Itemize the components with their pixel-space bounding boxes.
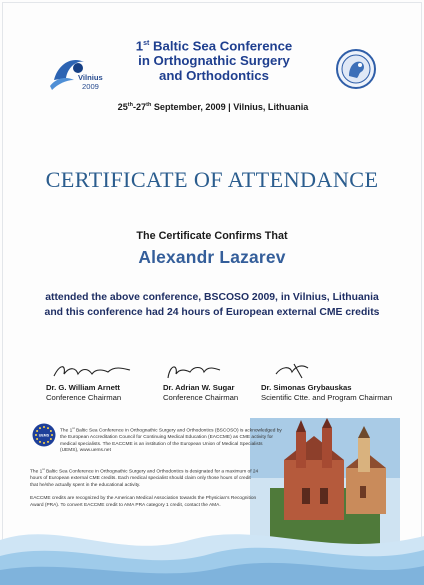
attendance-line1: attended the above conference, BSCOSO 2009, in Vilnius, Lithuania bbox=[45, 292, 379, 303]
seal-icon bbox=[335, 48, 377, 90]
date-start: 25 bbox=[117, 102, 128, 113]
date-rest: September, 2009 | Vilnius, Lithuania bbox=[151, 102, 309, 113]
signature-sugar bbox=[164, 360, 224, 382]
ama-credit-text: EACCME credits are recognized by the American Medical Association towards the Physician's Recognition Award (PRA). To convert EACCME credit to AMA PRA category 1 credit, contact the AMA. bbox=[30, 496, 257, 508]
cme-designation-text bbox=[30, 466, 260, 489]
date-start-suffix: th bbox=[127, 102, 133, 108]
uems-body: Baltic Sea Conference in Orthognathic Surgery and Orthodontics (BSCOSO) is acknowledged by the European Accreditation Council for Continuing Medical Education (EACCME) as CME activity for medical specialists. The EACCME is an institution of the European Union of Medical Specialists (UEMS), www.uems.net bbox=[60, 428, 282, 454]
logo-city: Vilnius bbox=[78, 73, 103, 82]
signatory-3 bbox=[261, 383, 392, 403]
title-ordinal: 1 bbox=[135, 38, 144, 54]
signatory-role: Scientific Ctte. and Program Chairman bbox=[261, 393, 393, 402]
title-line1-rest: Baltic Sea Conference bbox=[149, 38, 293, 54]
uems-logo-text: UEMS bbox=[38, 433, 50, 438]
designated-body: Baltic Sea Conference in Orthognathic Surgery and Orthodontics is designated for a maximum of 24 hours of European external CME credits. Each medical specialist should claim only those hours of credit that he/she actually spent in the educational activity. bbox=[30, 469, 259, 488]
logo-year: 2009 bbox=[82, 82, 99, 91]
signatory-2 bbox=[163, 383, 238, 403]
designated-ordinal: The 1 bbox=[30, 469, 43, 475]
wave-decoration bbox=[0, 500, 424, 585]
signatory-name: Dr. Simonas Grybauskas bbox=[261, 383, 352, 392]
signature-arnett bbox=[52, 360, 132, 382]
designated-ordinal-suffix: st bbox=[42, 467, 45, 471]
signature-grybauskas bbox=[272, 360, 322, 382]
certificate-title: CERTIFICATE OF ATTENDANCE bbox=[45, 167, 379, 192]
confirms-text: The Certificate Confirms That bbox=[136, 230, 288, 242]
uems-logo-icon bbox=[32, 423, 56, 447]
uems-ordinal-suffix: st bbox=[72, 426, 75, 430]
uems-ordinal: The 1 bbox=[60, 428, 73, 434]
signatory-name: Dr. Adrian W. Sugar bbox=[163, 383, 235, 392]
title-ordinal-suffix: st bbox=[143, 40, 150, 47]
attendance-statement bbox=[30, 290, 394, 320]
conference-title bbox=[108, 36, 320, 83]
signatory-role: Conference Chairman bbox=[46, 393, 122, 402]
conference-dates bbox=[90, 102, 336, 112]
signatory-1 bbox=[46, 383, 121, 403]
date-end-suffix: th bbox=[146, 102, 152, 108]
attendance-line2: and this conference had 24 hours of European external CME credits bbox=[44, 307, 380, 318]
uems-accreditation-text bbox=[60, 425, 282, 455]
conference-title-line2: in Orthognathic Surgery bbox=[138, 53, 290, 69]
attendee-name: Alexandr Lazarev bbox=[138, 247, 286, 267]
signatory-role: Conference Chairman bbox=[163, 393, 239, 402]
conference-title-line3: and Orthodontics bbox=[159, 68, 269, 84]
conference-title-line1 bbox=[108, 36, 320, 53]
signatory-name: Dr. G. William Arnett bbox=[46, 383, 120, 392]
date-end: -27 bbox=[132, 102, 147, 113]
